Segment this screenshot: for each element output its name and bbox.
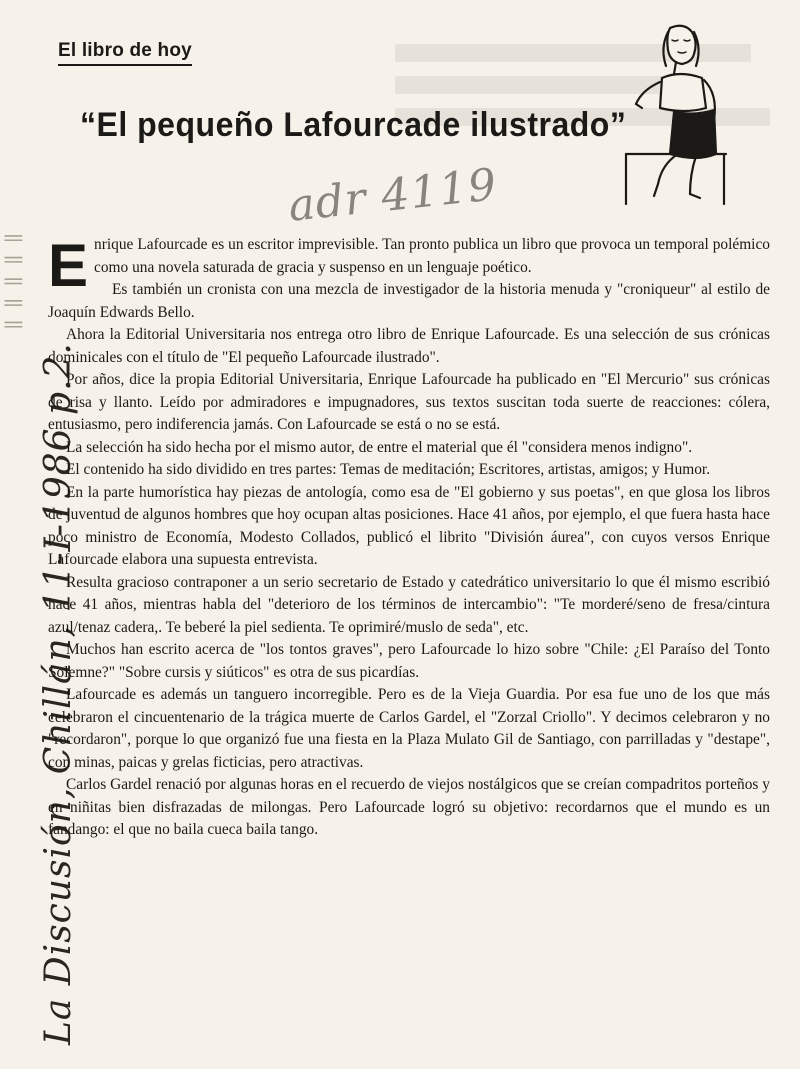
article-body bbox=[48, 234, 770, 842]
section-label: El libro de hoy bbox=[58, 40, 192, 66]
drop-cap: E bbox=[48, 232, 89, 299]
article-paragraph: Es también un cronista con una mezcla de investigador de la historia menuda y "croniqueur" al estilo de Joaquín Edwards Bello. bbox=[48, 281, 770, 321]
article-paragraph: Ahora la Editorial Universitaria nos entrega otro libro de Enrique Lafourcade. Es una selección de sus crónicas dominicales con el título de "El pequeño Lafourcade ilustrado". bbox=[48, 326, 770, 366]
paragraph-text: nrique Lafourcade es un escritor imprevisible. Tan pronto publica un libro que provoca un temporal polémico como una novela saturada de gracia y suspenso en un lenguaje poético. bbox=[94, 236, 770, 276]
handwritten-reference: adr 4119 bbox=[285, 159, 500, 232]
article-paragraph bbox=[48, 232, 770, 299]
margin-stamp: ‖ ‖ ‖ ‖ ‖ bbox=[4, 232, 24, 330]
article-paragraph: Carlos Gardel renació por algunas horas en el recuerdo de viejos nostálgicos que se creían compadritos porteños y en niñitas bien disfrazadas de milongas. Pero Lafourcade logró su objetivo: recordarnos que el mundo es un fandango: el que no baila cueca baila tango. bbox=[48, 776, 770, 838]
article-paragraph: Muchos han escrito acerca de "los tontos graves", pero Lafourcade lo hizo sobre "Chile: ¿El Paraíso del Tonto Solemne?" "Sobre cursis y siúticos" es otra de sus picardías. bbox=[48, 641, 770, 681]
article-paragraph: Por años, dice la propia Editorial Universitaria, Enrique Lafourcade ha publicado en "El Mercurio" sus crónicas de risa y llanto. Leído por admiradores e impugnadores, sus textos suscitan toda suerte de reacciones: cólera, entusiasmo, pero indiferencia jamás. Con Lafourcade se está o no se está. bbox=[48, 371, 770, 433]
article-paragraph: Lafourcade es además un tanguero incorregible. Pero es de la Vieja Guardia. Por esa fue uno de los que más celebraron el cincuentenario de la trágica muerte de Carlos Gardel, el "Zorzal Criollo". Y decimos celebraron y no "recordaron", porque lo que organizó fue una fiesta en la Plaza Mulato Gil de Santiago, con parrilladas y "destape", con minas, paicas y grelas ficticias, pero atractivas. bbox=[48, 686, 770, 771]
article-paragraph: Resulta gracioso contraponer a un serio secretario de Estado y catedrático universitario lo que él mismo escribió hace 41 años, mientras habla del "deterioro de los términos de intercambio": "Te morderé/seno de fresa/cintura azul/tenaz cadera,. Te beberé la piel sedienta. Te oprimiré/muslo de seda", etc. bbox=[48, 573, 770, 636]
article-paragraph: La selección ha sido hecha por el mismo autor, de entre el material que él "considera menos indigno". bbox=[66, 438, 693, 456]
woman-illustration-icon bbox=[622, 22, 732, 207]
handwritten-source-note: La Discusión, Chillán, 11-I-1986 p.2. bbox=[38, 342, 79, 1045]
article-headline: “El pequeño Lafourcade ilustrado” bbox=[80, 104, 627, 144]
article-paragraph: En la parte humorística hay piezas de antología, como esa de "El gobierno y sus poetas", en que glosa los libros de juventud de algunos hombres que hoy ocupan altas posiciones. Hace 41 años, por ejemplo, el que fuera hasta hace poco ministro de Economía, Modesto Collados, publicó el librito "División áurea", con cuyos versos Enrique Lafourcade elabora una supuesta entrevista. bbox=[48, 483, 770, 568]
article-paragraph: El contenido ha sido dividido en tres partes: Temas de meditación; Escritores, artistas, amigos; y Humor. bbox=[66, 461, 711, 478]
